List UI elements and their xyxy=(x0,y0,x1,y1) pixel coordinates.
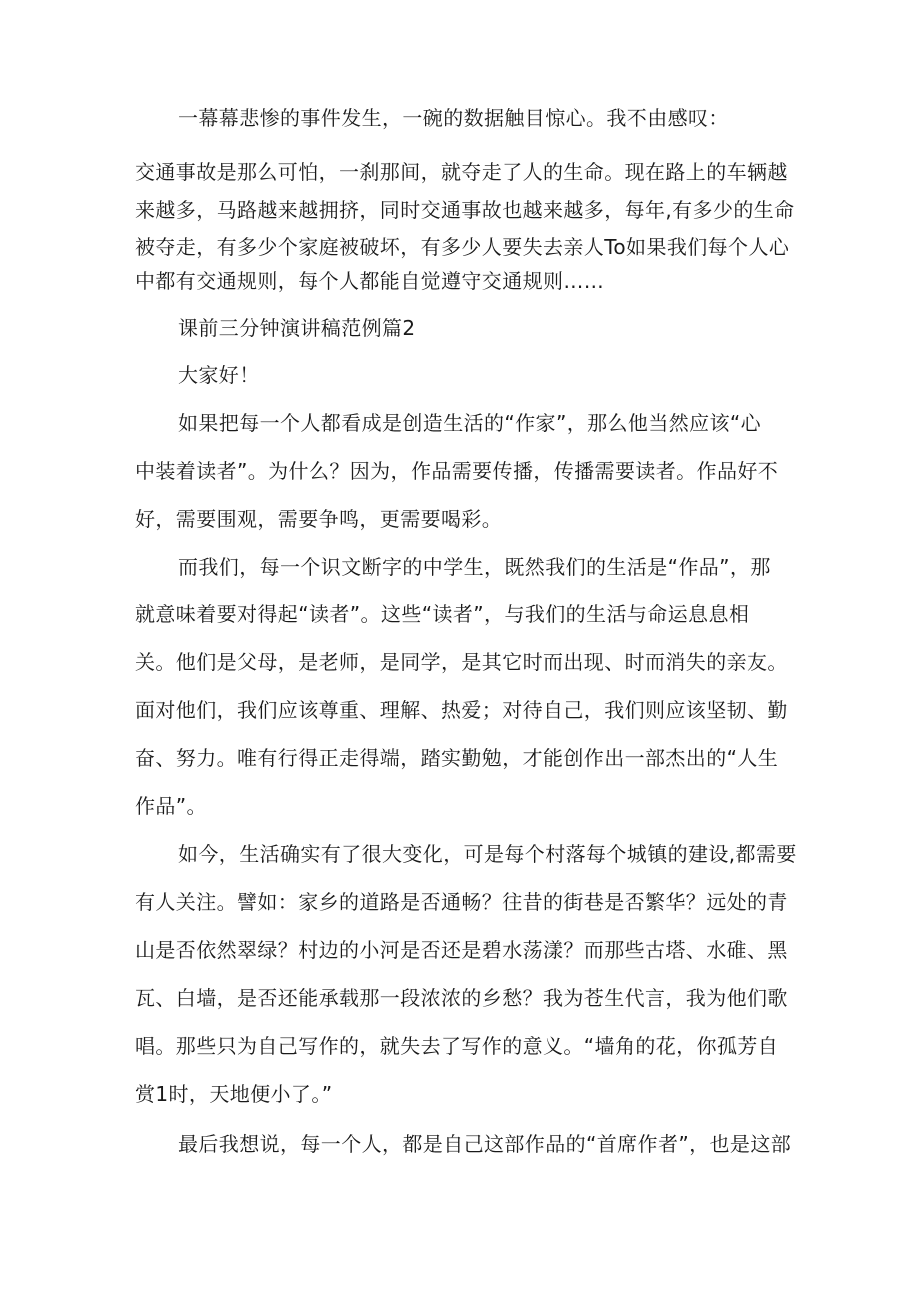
text-line: 交通事故是那么可怕，一刹那间，就夺走了人的生命。现在路上的车辆越 xyxy=(135,160,788,184)
text-line: 就意味着要对得起“读者”。这些“读者”，与我们的生活与命运息息相 xyxy=(135,602,750,626)
text-line: 被夺走，有多少个家庭被破坏，有多少人要失去亲人To如果我们每个人心 xyxy=(135,235,790,259)
text-line: 中都有交通规则，每个人都能自觉遵守交通规则…… xyxy=(135,269,605,293)
text-line: 关。他们是父母，是老师，是同学，是其它时而出现、时而消失的亲友。 xyxy=(135,650,788,674)
section-heading: 课前三分钟演讲稿范例篇2 xyxy=(178,316,416,340)
text-line: 而我们，每一个识文断字的中学生，既然我们的生活是“作品”，那 xyxy=(178,555,771,579)
text-line: 一幕幕悲惨的事件发生，一碗的数据触目惊心。我不由感叹： xyxy=(178,106,729,130)
text-line: 面对他们，我们应该尊重、理解、热爱；对待自己，我们则应该坚韧、勤 xyxy=(135,698,788,722)
text-line: 奋、努力。唯有行得正走得端，踏实勤勉，才能创作出一部杰出的“人生 xyxy=(135,746,779,770)
text-line: 如今，生活确实有了很大变化，可是每个村落每个城镇的建设,都需要 xyxy=(178,842,797,866)
text-line: 中装着读者”。为什么？因为，作品需要传播，传播需要读者。作品好不 xyxy=(135,459,779,483)
text-line: 赏1时，天地便小了。” xyxy=(135,1082,333,1106)
text-line: 作品”。 xyxy=(135,794,207,818)
text-line: 最后我想说，每一个人，都是自己这部作品的“首席作者”，也是这部 xyxy=(178,1132,792,1156)
text-line: 好，需要围观，需要争鸣，更需要喝彩。 xyxy=(135,507,503,531)
greeting: 大家好！ xyxy=(178,363,260,387)
text-line: 如果把每一个人都看成是创造生活的“作家”，那么他当然应该“心 xyxy=(178,411,762,435)
text-line: 有人关注。譬如：家乡的道路是否通畅？往昔的街巷是否繁华？远处的青 xyxy=(135,890,788,914)
text-line: 唱。那些只为自己写作的，就失去了写作的意义。“墙角的花，你孤芳自 xyxy=(135,1034,779,1058)
text-line: 瓦、白墙，是否还能承载那一段浓浓的乡愁？我为苍生代言，我为他们歌 xyxy=(135,986,788,1010)
text-line: 来越多，马路越来越拥挤，同时交通事故也越来越多，每年,有多少的生命 xyxy=(135,198,795,222)
text-line: 山是否依然翠绿？村边的小河是否还是碧水荡漾？而那些古塔、水碓、黑 xyxy=(135,938,788,962)
